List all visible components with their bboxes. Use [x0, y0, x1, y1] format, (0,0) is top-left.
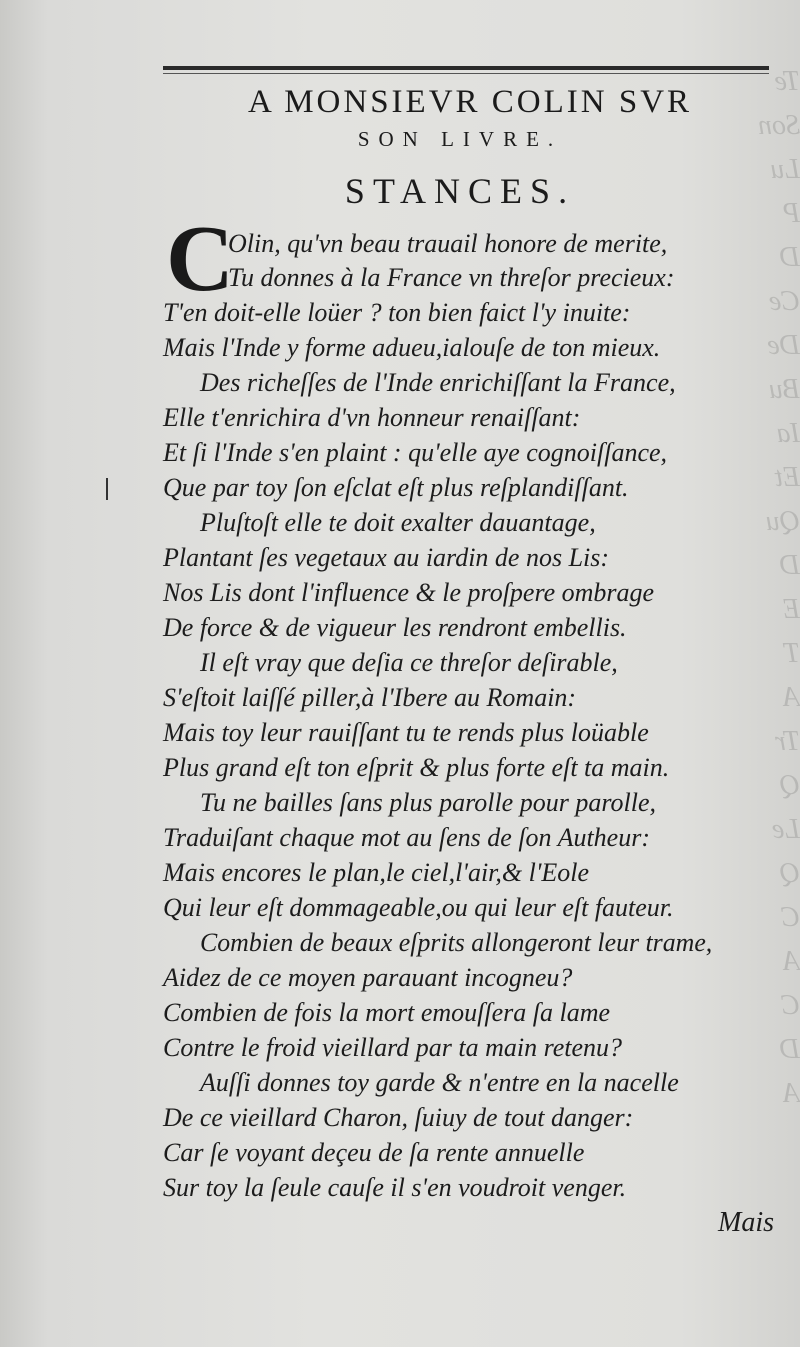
bleed-through-fragment: C — [781, 902, 800, 933]
verse-line: Mais encores le plan,le ciel,l'air,& l'Eole — [163, 858, 590, 887]
verse-line: Des richeſſes de l'Inde enrichiſſant la France, — [200, 368, 676, 397]
section-title: STANCES. — [344, 171, 576, 211]
bleed-through-fragment: Te — [774, 66, 800, 97]
verse-line: T'en doit-elle loüer ? ton bien faict l'y inuite: — [163, 298, 631, 327]
bleed-through-fragment: De — [767, 330, 800, 361]
verse-line: Et ſi l'Inde s'en plaint : qu'elle aye cognoiſſance, — [163, 438, 668, 467]
verse-line: Pluſtoſt elle te doit exalter dauantage, — [200, 508, 596, 537]
verse-line: Olin, qu'vn beau trauail honore de merite, — [228, 229, 668, 258]
bleed-through-fragment: D — [779, 550, 800, 581]
verse-line: Il eſt vray que deſia ce threſor deſirable, — [200, 648, 618, 677]
bleed-through-fragment: Lu — [770, 154, 800, 185]
bleed-through-fragment: Son — [758, 110, 800, 141]
bleed-through-fragment: A — [782, 1078, 800, 1109]
bleed-through-fragment: Le — [772, 814, 800, 845]
bleed-through-fragment: Tr — [775, 726, 800, 757]
verse-line: Plantant ſes vegetaux au iardin de nos Lis: — [163, 543, 610, 572]
drop-cap: C — [166, 207, 234, 311]
verse-line: Mais toy leur rauiſſant tu te rends plus loüable — [163, 718, 649, 747]
bleed-through-fragment: P — [782, 198, 800, 229]
verse-line: Sur toy la ſeule cauſe il s'en voudroit venger. — [163, 1173, 627, 1202]
bleed-through-fragment: D — [779, 1034, 800, 1065]
bleed-through-fragment: C — [781, 990, 800, 1021]
verse-line: De force & de vigueur les rendront embellis. — [163, 613, 627, 642]
verse-line: Combien de beaux eſprits allongeront leur trame, — [200, 928, 713, 957]
verse-line: S'eſtoit laiſſé piller,à l'Ibere au Romain: — [163, 683, 577, 712]
verse-line: Aidez de ce moyen parauant incogneu? — [163, 963, 573, 992]
bleed-through-fragment: A — [782, 682, 800, 713]
bleed-through-fragment: Ce — [768, 286, 800, 317]
bleed-through-fragment: Bu — [768, 374, 800, 405]
verse-line: Nos Lis dont l'influence & le proſpere ombrage — [163, 578, 655, 607]
bleed-through-fragment: T — [784, 638, 800, 669]
bleed-through-fragment: Et — [775, 462, 800, 493]
verse-line: Contre le froid vieillard par ta main retenu? — [163, 1033, 623, 1062]
verse-line: Elle t'enrichira d'vn honneur renaiſſant: — [163, 403, 581, 432]
verse-line: Traduiſant chaque mot au ſens de ſon Autheur: — [163, 823, 650, 852]
verse-line: Plus grand eſt ton eſprit & plus forte eſt ta main. — [163, 753, 670, 782]
bleed-through-fragment: A — [782, 946, 800, 977]
bleed-through-fragment: Q — [779, 858, 800, 889]
verse-line: Mais l'Inde y forme adueu,ialouſe de ton mieux. — [163, 333, 661, 362]
verse-line: Tu donnes à la France vn threſor precieux: — [228, 263, 675, 292]
bleed-through-fragment: E — [782, 594, 800, 625]
verse-line: Combien de fois la mort emouſſera ſa lame — [163, 998, 611, 1027]
catchword: Mais — [718, 1207, 774, 1238]
bleed-through-fragment: Ia — [776, 418, 800, 449]
verse-line: Tu ne bailles ſans plus parolle pour parolle, — [200, 788, 656, 817]
page-title: A MONSIEVR COLIN SVR — [247, 84, 693, 120]
verse-line: Qui leur eſt dommageable,ou qui leur eſt fauteur. — [163, 893, 674, 922]
verse-line: De ce vieillard Charon, ſuiuy de tout danger: — [163, 1103, 634, 1132]
bleed-through-fragment: Qu — [765, 506, 800, 537]
verse-line: Auſſi donnes toy garde & n'entre en la nacelle — [200, 1068, 679, 1097]
verse-line: Car ſe voyant deçeu de ſa rente annuelle — [163, 1138, 585, 1167]
bleed-through-fragment: Q — [779, 770, 800, 801]
page-subtitle: SON LIVRE. — [357, 127, 563, 151]
bleed-through-fragment: D — [779, 242, 800, 273]
verse-line: Que par toy ſon eſclat eſt plus reſplandiſſant. — [163, 473, 629, 502]
